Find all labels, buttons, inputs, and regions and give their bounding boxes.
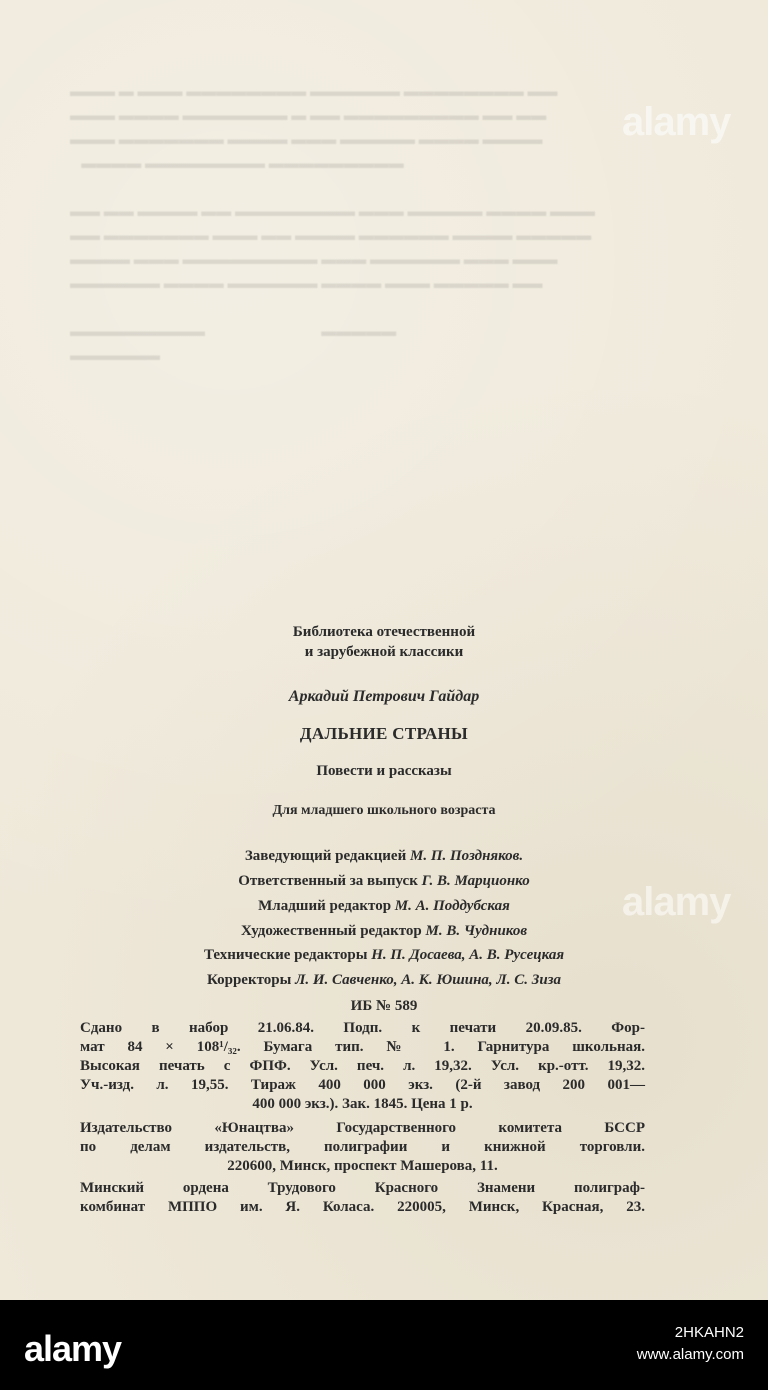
book-title: ДАЛЬНИЕ СТРАНЫ: [299, 724, 469, 743]
print-info-line: Высокая печать с ФПФ. Усл. печ. л. 19,32. Усл. кр.-отт. 19,32.: [80, 1058, 645, 1074]
publisher-line: 220600, Минск, проспект Машерова, 11.: [227, 1158, 498, 1174]
credit-line: [0, 947, 768, 964]
printer-line: комбинат МППО им. Я. Коласа. 220005, Минск, Красная, 23.: [80, 1199, 645, 1215]
watermark-middle: alamy: [622, 880, 731, 924]
series-line-1: Библиотека отечественной: [292, 624, 476, 640]
alamy-logo: alamy: [24, 1328, 122, 1369]
image-id: 2HKAHN2: [674, 1324, 744, 1341]
publisher-line: Издательство «Юнацтва» Государственного комитета БССР: [80, 1120, 645, 1136]
credit-person: М. В. Чудников: [425, 923, 528, 939]
credit-role: Заведующий редакцией: [244, 848, 407, 864]
credit-line: [0, 873, 768, 890]
print-info-line: Уч.-изд. л. 19,55. Тираж 400 000 экз. (2-й завод 200 001—: [80, 1077, 645, 1093]
print-info-line: Сдано в набор 21.06.84. Подп. к печати 20.09.85. Фор-: [80, 1020, 645, 1036]
credit-line: [0, 898, 768, 915]
credit-role: Ответственный за выпуск: [238, 873, 418, 889]
author-name: Аркадий Петрович Гайдар: [288, 688, 480, 705]
credit-person: Н. П. Досаева, А. В. Русецкая: [371, 947, 565, 963]
credit-person: М. П. Поздняков.: [410, 848, 524, 864]
printer-info: [80, 1179, 645, 1217]
credit-person: Л. И. Савченко, А. К. Юшина, Л. С. Зиза: [295, 972, 562, 988]
publisher-line: по делам издательств, полиграфии и книжной торговли.: [80, 1139, 645, 1155]
ib-number: ИБ № 589: [350, 998, 418, 1014]
credit-person: М. А. Поддубская: [394, 898, 510, 914]
credit-role: Корректоры: [206, 972, 292, 988]
site-url: www.alamy.com: [636, 1346, 744, 1363]
printer-line: Минский ордена Трудового Красного Знамени полиграф-: [80, 1180, 645, 1196]
print-info-line: мат 84 × 108¹/₃₂. Бумага тип. № 1. Гарнитура школьная.: [80, 1039, 645, 1055]
credit-line: [0, 972, 768, 989]
print-info-line: 400 000 экз.). Зак. 1845. Цена 1 р.: [252, 1096, 473, 1112]
series-line-2: и зарубежной классики: [304, 644, 464, 660]
credit-role: Технические редакторы: [203, 947, 368, 963]
show-through-texture: ▬▬▬ ▬ ▬▬▬ ▬▬▬▬▬▬▬▬ ▬▬▬▬▬▬ ▬▬▬▬▬▬▬▬ ▬▬ ▬▬▬ ▬▬▬▬ ▬▬▬▬▬▬▬ ▬ ▬▬ ▬▬▬▬▬▬▬▬▬ ▬▬ ▬▬ ▬▬▬ ▬▬▬▬▬▬▬ ▬▬▬▬ ▬▬▬ ▬▬▬▬▬ ▬▬▬▬ ▬▬▬▬ ▬▬▬▬ ▬▬▬▬▬▬▬▬ ▬▬▬▬▬▬▬▬▬ ▬▬ ▬▬ ▬▬▬▬ ▬▬ ▬▬▬▬▬▬▬▬ ▬▬▬ ▬▬▬▬▬ ▬▬▬▬ ▬▬▬ ▬▬ ▬▬▬▬▬▬▬ ▬▬▬ ▬▬ ▬▬▬▬ ▬▬▬▬▬▬ ▬▬▬▬ ▬▬▬▬▬ ▬▬▬▬ ▬▬▬ ▬▬▬▬▬▬▬▬▬ ▬▬▬ ▬▬▬▬▬▬ ▬▬▬ ▬▬▬ ▬▬▬▬▬▬ ▬▬▬▬ ▬▬▬▬▬▬ ▬▬▬▬ ▬▬▬ ▬▬▬▬▬ ▬▬ ▬▬▬▬▬▬▬▬▬ ▬▬▬▬▬ ▬▬▬▬▬▬: [70, 84, 595, 364]
stock-footer-bar: [0, 1300, 768, 1390]
book-genre: Повести и рассказы: [316, 763, 452, 779]
print-info: [80, 1019, 645, 1114]
credit-role: Младший редактор: [258, 898, 392, 914]
image-credit: [637, 1322, 744, 1366]
target-audience: Для младшего школьного возраста: [272, 803, 496, 818]
credit-line: [0, 848, 768, 865]
series-title: [0, 622, 768, 662]
watermark-top: alamy: [622, 100, 731, 144]
credit-person: Г. В. Марционко: [421, 873, 530, 889]
credit-role: Художественный редактор: [240, 923, 422, 939]
publisher-info: [80, 1119, 645, 1176]
credit-line: [0, 923, 768, 940]
